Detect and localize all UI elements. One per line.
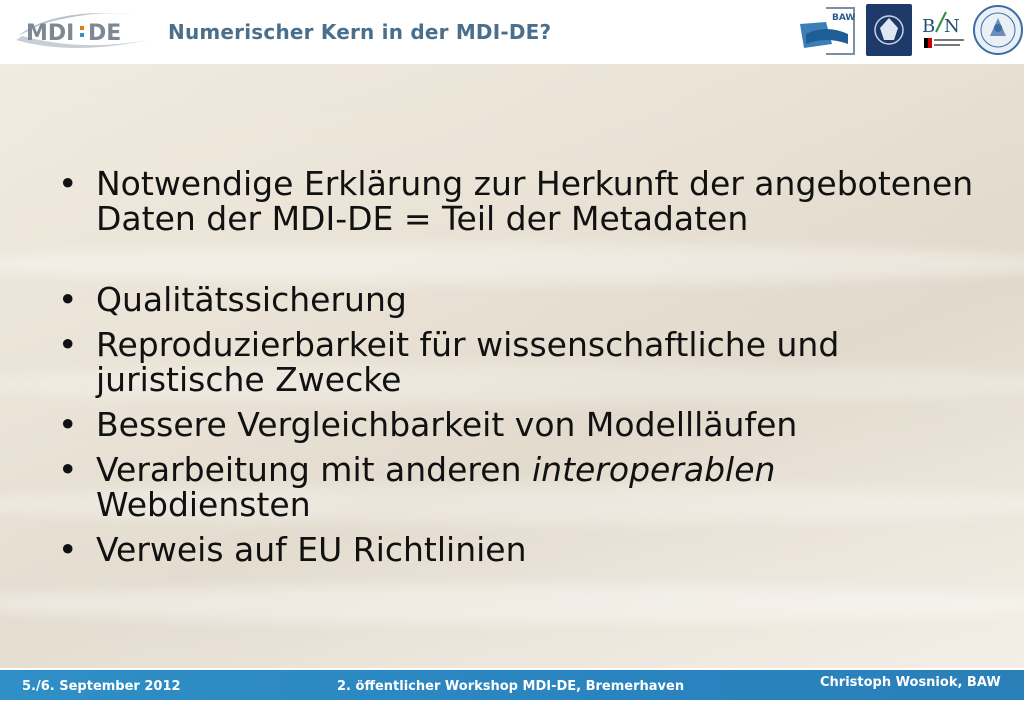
bullet-item: • Bessere Vergleichbarkeit von Modellläufen xyxy=(58,407,978,442)
bullet-item: • Verweis auf EU Richtlinien xyxy=(58,532,978,567)
emphasized-word: interoperablen xyxy=(531,450,776,489)
bullet-item: • Qualitätssicherung xyxy=(58,282,978,317)
university-seal-logo xyxy=(972,2,1024,60)
slide-body xyxy=(0,64,1024,668)
footer-date: 5./6. September 2012 xyxy=(22,679,181,694)
bullet-item xyxy=(58,452,978,522)
bsh-logo xyxy=(866,4,912,56)
footer-author: Christoph Wosniok, BAW xyxy=(820,675,1001,690)
bfn-logo xyxy=(920,6,968,58)
bullet-item: • Notwendige Erklärung zur Herkunft der angebotenen Daten der MDI-DE = Teil der Metadaten xyxy=(58,166,978,236)
slide-header xyxy=(0,0,1024,64)
background-wave xyxy=(0,584,1024,624)
slide-footer xyxy=(0,668,1024,709)
bullet-text: Verarbeitung mit anderen xyxy=(96,450,532,489)
svg-text:MDI: MDI xyxy=(26,21,75,46)
bullet-text: Webdiensten xyxy=(96,485,311,524)
svg-text:B: B xyxy=(922,16,936,37)
bullet-item: • Reproduzierbarkeit für wissenschaftliche und juristische Zwecke xyxy=(58,327,978,397)
baw-logo xyxy=(796,4,860,60)
svg-text:N: N xyxy=(944,16,960,37)
partner-logos xyxy=(784,2,1024,62)
mdi-de-logo xyxy=(12,6,150,56)
bullet-list xyxy=(58,166,978,567)
svg-text:DE: DE xyxy=(88,21,122,46)
footer-event: 2. öffentlicher Workshop MDI-DE, Bremerhaven xyxy=(337,679,685,694)
footer-bar xyxy=(0,670,1024,700)
slide-title: Numerischer Kern in der MDI-DE? xyxy=(168,20,552,44)
svg-text:BAW: BAW xyxy=(832,13,856,23)
